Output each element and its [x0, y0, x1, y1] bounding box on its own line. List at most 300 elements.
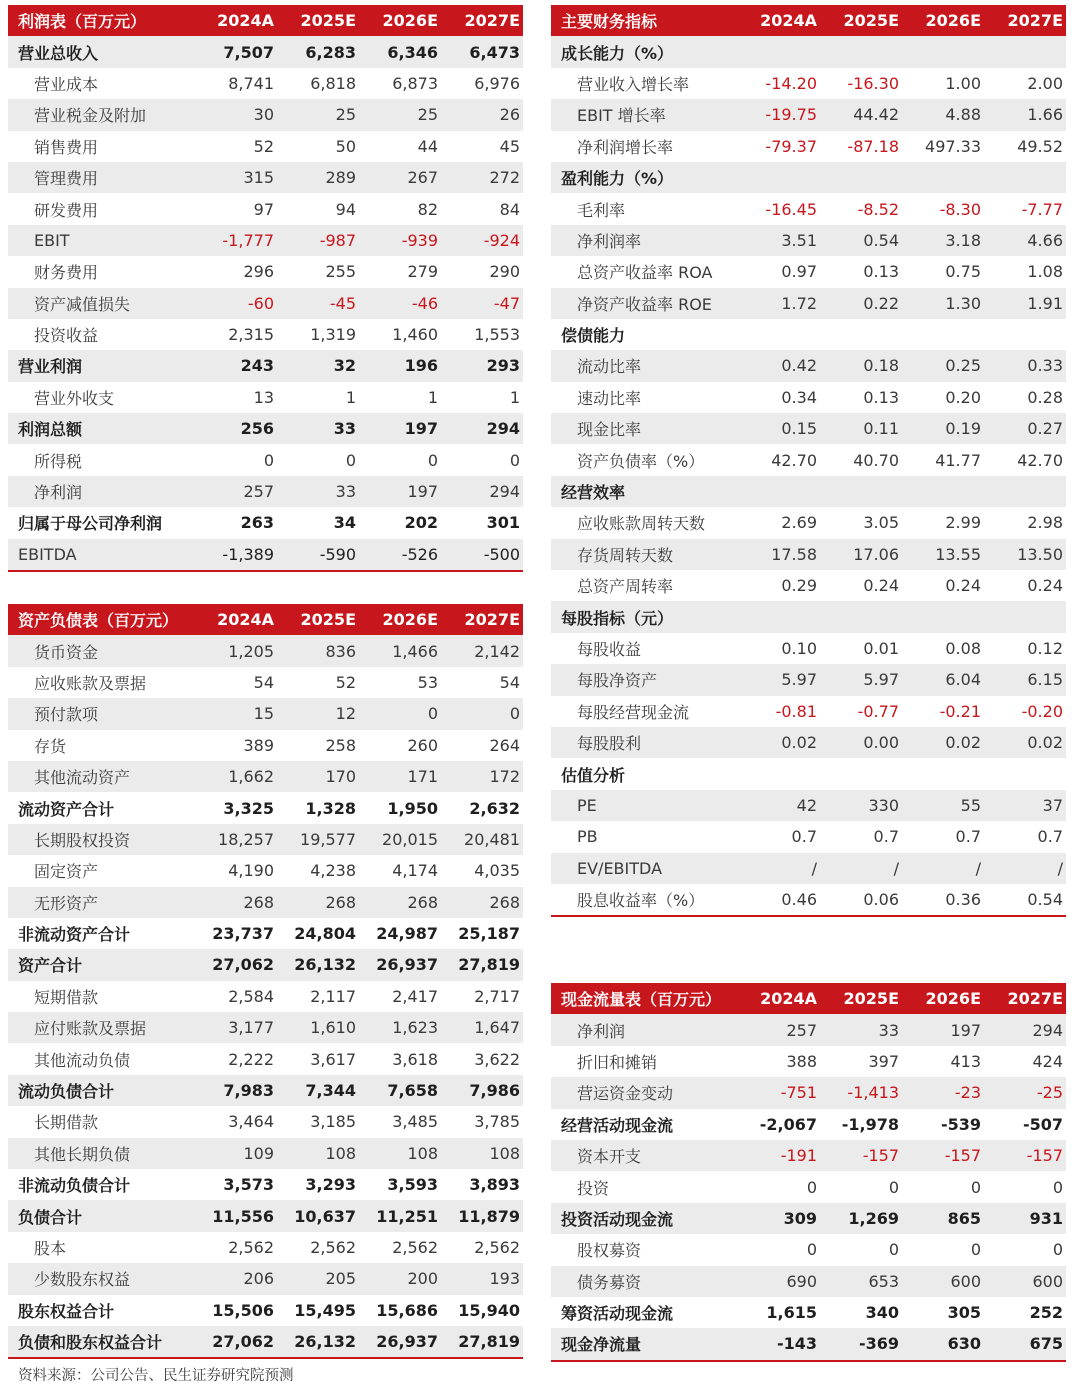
- cell-value: 1,328: [305, 798, 356, 818]
- cell-value: 268: [195, 887, 277, 918]
- cell-value: 0.18: [820, 350, 902, 381]
- key-indicators-table: [551, 5, 1066, 917]
- row-label: 股息收益率（%）: [551, 884, 737, 916]
- table-row: [551, 162, 1066, 193]
- balance-grid: [8, 604, 523, 1359]
- table-row: [8, 68, 523, 99]
- cell-value: 0: [888, 1240, 899, 1260]
- row-label: 营业税金及附加: [8, 99, 195, 130]
- cell-value: -25: [984, 1077, 1066, 1108]
- table-row: [551, 131, 1066, 162]
- table-row: [551, 288, 1066, 319]
- cell-value: 0.01: [863, 639, 899, 658]
- cell-value: 42: [737, 790, 820, 821]
- row-label: 总资产收益率 ROA: [577, 263, 713, 283]
- cell-value: 301: [486, 513, 520, 533]
- cell-value: 600: [984, 1266, 1066, 1297]
- cell-value: 108: [441, 1138, 523, 1169]
- cell-value: [737, 601, 820, 632]
- cell-value: 931: [984, 1203, 1066, 1234]
- row-label: 净利润: [8, 476, 195, 507]
- cell-value: -79.37: [765, 136, 817, 156]
- cell-value: 252: [1029, 1303, 1063, 1323]
- cell-value: 0.25: [902, 350, 984, 381]
- row-label: 短期借款: [34, 987, 99, 1007]
- table-row: [551, 633, 1066, 664]
- cell-value: 2,315: [228, 325, 274, 345]
- cell-value: 1: [427, 387, 438, 407]
- cell-value: 3,617: [310, 1049, 356, 1069]
- cell-value: 84: [499, 199, 520, 219]
- table-row: [551, 1046, 1066, 1077]
- cell-value: 7,983: [195, 1075, 277, 1106]
- cell-value: 11,556: [195, 1200, 277, 1231]
- row-label: 资本开支: [551, 1140, 737, 1171]
- cell-value: [737, 319, 820, 350]
- cell-value: 7,986: [441, 1075, 523, 1106]
- cell-value: -0.20: [1021, 701, 1063, 721]
- cell-value: 0.34: [781, 387, 817, 407]
- cell-value: [902, 162, 984, 193]
- cell-value: 1.66: [984, 99, 1066, 130]
- cell-value: 1,553: [474, 325, 520, 345]
- cell-value: 3,485: [392, 1112, 438, 1132]
- cell-value: 3.51: [737, 225, 820, 256]
- cell-value: 865: [902, 1203, 984, 1234]
- table-row: [551, 1109, 1066, 1140]
- row-label: 净利润: [551, 1014, 737, 1045]
- cell-value: 0.02: [737, 727, 820, 758]
- cell-value: 196: [359, 350, 441, 381]
- cell-value: 0.28: [1027, 387, 1063, 407]
- cell-value: 3,893: [469, 1175, 520, 1195]
- table-row: [8, 1012, 523, 1043]
- row-label: 净利润增长率: [577, 137, 674, 157]
- cell-value: -157: [984, 1140, 1066, 1171]
- cell-value: 42.70: [1017, 450, 1063, 470]
- cell-value: 0.36: [902, 884, 984, 916]
- cell-value: 3,593: [387, 1175, 438, 1195]
- row-label: 经营效率: [551, 476, 737, 507]
- row-label: 应收账款及票据: [34, 673, 147, 693]
- table-row: [551, 1171, 1066, 1202]
- row-label: 非流动负债合计: [18, 1176, 131, 1196]
- row-label: 营业收入增长率: [577, 74, 690, 94]
- table-title: 主要财务指标: [551, 5, 737, 36]
- cell-value: 197: [902, 1014, 984, 1045]
- cell-value: 26: [441, 99, 523, 130]
- cell-value: 272: [441, 162, 523, 193]
- cell-value: 255: [325, 262, 356, 282]
- cell-value: 20,015: [359, 824, 441, 855]
- cell-value: 389: [243, 735, 274, 755]
- row-label: 少数股东权益: [8, 1263, 195, 1294]
- cell-value: [820, 758, 902, 789]
- cell-value: 53: [417, 672, 438, 692]
- cell-value: 25,187: [458, 924, 520, 944]
- row-label: 股权募资: [577, 1241, 642, 1261]
- cell-value: 340: [865, 1303, 899, 1323]
- cell-value: [902, 319, 984, 350]
- table-title: 现金流量表（百万元）: [551, 983, 737, 1014]
- cell-value: -47: [441, 288, 523, 319]
- cell-value: [902, 601, 984, 632]
- cell-value: -590: [277, 539, 359, 571]
- cell-value: 33: [277, 476, 359, 507]
- row-label: 其他流动负债: [34, 1050, 131, 1070]
- table-row: [8, 855, 523, 886]
- table-row: [8, 507, 523, 538]
- cell-value: 17.58: [737, 539, 820, 570]
- table-row: [551, 99, 1066, 130]
- cell-value: [737, 476, 820, 507]
- table-row: [551, 539, 1066, 570]
- row-label: 流动负债合计: [8, 1075, 195, 1106]
- cell-value: 0: [263, 450, 274, 470]
- cell-value: 5.97: [820, 664, 902, 695]
- cell-value: 0: [441, 698, 523, 729]
- cell-value: 25: [359, 99, 441, 130]
- cell-value: 315: [195, 162, 277, 193]
- cell-value: 3.05: [863, 513, 899, 533]
- cell-value: 1,466: [359, 635, 441, 666]
- cell-value: 170: [277, 761, 359, 792]
- cell-value: 263: [240, 513, 274, 533]
- cell-value: 0: [427, 450, 438, 470]
- table-row: [551, 256, 1066, 287]
- cell-value: 3,325: [223, 798, 274, 818]
- cell-value: 0.54: [820, 225, 902, 256]
- cell-value: 94: [335, 199, 356, 219]
- column-header: 2025E: [820, 983, 902, 1014]
- cell-value: 258: [325, 735, 356, 755]
- cell-value: -157: [820, 1140, 902, 1171]
- row-label: 存货周转天数: [551, 539, 737, 570]
- table-row: [551, 853, 1066, 884]
- row-label: 总资产周转率: [577, 577, 674, 597]
- table-row: [551, 1266, 1066, 1297]
- cell-value: 3,177: [195, 1012, 277, 1043]
- cell-value: 3,622: [474, 1049, 520, 1069]
- cell-value: [984, 162, 1066, 193]
- cell-value: -0.81: [775, 701, 817, 721]
- cell-value: 3.18: [902, 225, 984, 256]
- cell-value: 2,632: [469, 798, 520, 818]
- table-row: [551, 1014, 1066, 1045]
- row-label: 资产合计: [8, 949, 195, 980]
- cell-value: -924: [441, 225, 523, 256]
- cell-value: 55: [902, 790, 984, 821]
- row-label: 流动比率: [551, 350, 737, 381]
- cell-value: 0.22: [820, 288, 902, 319]
- cell-value: 6,818: [310, 73, 356, 93]
- row-label: 管理费用: [8, 162, 195, 193]
- column-header: 2027E: [441, 604, 523, 635]
- cell-value: 0.42: [737, 350, 820, 381]
- row-label: 股东权益合计: [18, 1301, 115, 1321]
- cell-value: 0.13: [863, 387, 899, 407]
- cell-value: 2.69: [781, 513, 817, 533]
- row-label: 归属于母公司净利润: [18, 514, 163, 534]
- cell-value: 40.70: [853, 450, 899, 470]
- table-title: 利润表（百万元）: [8, 5, 195, 36]
- row-label: 每股股利: [551, 727, 737, 758]
- cell-value: -751: [737, 1077, 820, 1108]
- table-row: [551, 193, 1066, 224]
- row-label: 负债和股东权益合计: [8, 1326, 195, 1358]
- source-note: 资料来源：公司公告、民生证券研究院预测: [18, 1368, 294, 1384]
- table-row: [8, 256, 523, 287]
- cell-value: 54: [499, 672, 520, 692]
- cell-value: 2.99: [945, 513, 981, 533]
- cell-value: 26,132: [277, 1326, 359, 1358]
- cell-value: 6,346: [359, 36, 441, 67]
- cell-value: 108: [277, 1138, 359, 1169]
- cell-value: -87.18: [847, 136, 899, 156]
- table-row: [551, 1077, 1066, 1108]
- cell-value: -16.30: [847, 73, 899, 93]
- table-row: [8, 887, 523, 918]
- cell-value: 836: [277, 635, 359, 666]
- cell-value: [984, 476, 1066, 507]
- cell-value: 200: [359, 1263, 441, 1294]
- table-row: [551, 319, 1066, 350]
- cell-value: 2,222: [228, 1049, 274, 1069]
- header-row: [551, 983, 1066, 1014]
- cell-value: 34: [333, 513, 356, 533]
- cell-value: 256: [195, 413, 277, 444]
- cell-value: 2,562: [392, 1238, 438, 1257]
- table-row: [8, 1295, 523, 1326]
- cell-value: 11,251: [359, 1200, 441, 1231]
- cell-value: 15,506: [212, 1300, 274, 1320]
- row-label: 速动比率: [577, 388, 642, 408]
- cell-value: 0.00: [820, 727, 902, 758]
- row-label: 负债合计: [8, 1200, 195, 1231]
- row-label: 股本: [34, 1239, 67, 1258]
- row-label: EBIT 增长率: [551, 99, 737, 130]
- table-row: [8, 350, 523, 381]
- column-header: 2027E: [984, 5, 1066, 36]
- cell-value: 243: [195, 350, 277, 381]
- table-row: [8, 1043, 523, 1074]
- cell-value: -16.45: [765, 199, 817, 219]
- cell-value: [820, 476, 902, 507]
- cell-value: /: [984, 853, 1066, 884]
- table-row: [551, 476, 1066, 507]
- cell-value: 0.46: [737, 884, 820, 916]
- cell-value: 50: [335, 136, 356, 156]
- table-row: [8, 1232, 523, 1263]
- row-label: 资产负债率（%）: [577, 451, 705, 471]
- table-row: [8, 949, 523, 980]
- cell-value: 15,495: [294, 1300, 356, 1320]
- cell-value: 8,741: [228, 73, 274, 93]
- cell-value: 0: [806, 1240, 817, 1260]
- row-label: EBIT: [8, 225, 195, 256]
- cell-value: 1,647: [441, 1012, 523, 1043]
- income-grid: [8, 5, 523, 572]
- cell-value: 1: [509, 387, 520, 407]
- cell-value: 2,117: [310, 986, 356, 1006]
- cell-value: 17.06: [820, 539, 902, 570]
- cell-value: 0.33: [984, 350, 1066, 381]
- row-label: 财务费用: [34, 263, 99, 283]
- table-row: [8, 476, 523, 507]
- row-label: 非流动资产合计: [18, 925, 131, 945]
- cell-value: 0.15: [737, 413, 820, 444]
- cell-value: -939: [359, 225, 441, 256]
- cell-value: 1,269: [820, 1203, 902, 1234]
- cell-value: 1,205: [195, 635, 277, 666]
- cell-value: [737, 36, 820, 67]
- cell-value: [820, 601, 902, 632]
- balance-sheet-table: [8, 604, 523, 1359]
- cell-value: 3,573: [223, 1175, 274, 1195]
- cell-value: 267: [359, 162, 441, 193]
- table-row: [551, 413, 1066, 444]
- cell-value: -987: [277, 225, 359, 256]
- cell-value: 19,577: [277, 824, 359, 855]
- cell-value: 424: [1032, 1051, 1063, 1071]
- cell-value: -539: [940, 1114, 981, 1134]
- row-label: 每股经营现金流: [577, 702, 690, 722]
- row-label: 每股收益: [577, 640, 642, 659]
- table-row: [551, 68, 1066, 99]
- table-row: [8, 539, 523, 571]
- table-row: [551, 727, 1066, 758]
- cell-value: 0.11: [820, 413, 902, 444]
- cell-value: 6,473: [441, 36, 523, 67]
- column-header: 2025E: [277, 604, 359, 635]
- cell-value: -0.21: [939, 701, 981, 721]
- column-header: 2026E: [902, 983, 984, 1014]
- cell-value: 600: [902, 1266, 984, 1297]
- row-label: 研发费用: [34, 200, 99, 220]
- cell-value: 109: [195, 1138, 277, 1169]
- table-title: 资产负债表（百万元）: [8, 604, 195, 635]
- cell-value: -526: [359, 539, 441, 571]
- table-row: [8, 1169, 523, 1200]
- cell-value: 4,035: [474, 861, 520, 881]
- table-row: [551, 350, 1066, 381]
- cell-value: 0: [970, 1240, 981, 1260]
- cell-value: 4,174: [392, 861, 438, 881]
- cell-value: 1.72: [737, 288, 820, 319]
- income-statement-table: [8, 5, 523, 572]
- cell-value: 1,460: [392, 325, 438, 345]
- cell-value: 0.02: [902, 727, 984, 758]
- cell-value: 1.00: [945, 73, 981, 93]
- cell-value: 0.7: [791, 827, 817, 847]
- table-row: [8, 193, 523, 224]
- cell-value: 4.88: [902, 99, 984, 130]
- cell-value: 13: [253, 387, 274, 407]
- cell-value: 0.7: [1037, 827, 1063, 847]
- row-label: 利润总额: [8, 413, 195, 444]
- table-row: [8, 1106, 523, 1137]
- row-label: 投资活动现金流: [551, 1203, 737, 1234]
- cell-value: 0.7: [873, 827, 899, 847]
- cell-value: 4.66: [984, 225, 1066, 256]
- table-row: [8, 288, 523, 319]
- cell-value: 3,293: [305, 1175, 356, 1195]
- cell-value: 3,464: [228, 1112, 274, 1132]
- cell-value: -46: [359, 288, 441, 319]
- cell-value: 653: [820, 1266, 902, 1297]
- cell-value: -60: [195, 288, 277, 319]
- table-row: [8, 1138, 523, 1169]
- cell-value: 0: [345, 450, 356, 470]
- cell-value: 202: [404, 513, 438, 533]
- table-row: [551, 1140, 1066, 1171]
- cell-value: 12: [277, 698, 359, 729]
- row-label: 偿债能力: [561, 326, 626, 346]
- cell-value: 2,142: [441, 635, 523, 666]
- cell-value: 0.27: [984, 413, 1066, 444]
- cell-value: 2.98: [1027, 513, 1063, 533]
- cell-value: 293: [441, 350, 523, 381]
- cell-value: 0: [806, 1177, 817, 1197]
- cell-value: -0.77: [857, 701, 899, 721]
- cell-value: 33: [820, 1014, 902, 1045]
- column-header: 2026E: [902, 5, 984, 36]
- table-row: [8, 635, 523, 666]
- cell-value: 630: [902, 1328, 984, 1360]
- row-label: 每股净资产: [551, 664, 737, 695]
- table-row: [8, 1326, 523, 1358]
- table-row: [551, 444, 1066, 475]
- cell-value: 7,344: [277, 1075, 359, 1106]
- cell-value: 0.24: [863, 576, 899, 596]
- cell-value: 15,686: [376, 1300, 438, 1320]
- table-row: [8, 444, 523, 475]
- cell-value: 18,257: [195, 824, 277, 855]
- cell-value: -507: [1022, 1114, 1063, 1134]
- cell-value: -157: [902, 1140, 984, 1171]
- cell-value: 13.50: [984, 539, 1066, 570]
- row-label: 盈利能力（%）: [551, 162, 737, 193]
- row-label: 流动资产合计: [18, 799, 115, 819]
- row-label: 无形资产: [8, 887, 195, 918]
- table-row: [551, 1234, 1066, 1265]
- cell-value: 6,976: [474, 73, 520, 93]
- column-header: 2024A: [737, 983, 820, 1014]
- cell-value: 690: [737, 1266, 820, 1297]
- cell-value: 27,819: [441, 1326, 523, 1358]
- table-row: [8, 698, 523, 729]
- cashflow-grid: [551, 983, 1066, 1362]
- cell-value: /: [737, 853, 820, 884]
- row-label: 现金比率: [551, 413, 737, 444]
- row-label: 存货: [34, 736, 67, 756]
- cell-value: /: [902, 853, 984, 884]
- row-label: 营业总收入: [8, 36, 195, 67]
- row-label: 每股指标（元）: [551, 601, 737, 632]
- cell-value: 26,937: [359, 1326, 441, 1358]
- cell-value: 4,190: [228, 861, 274, 881]
- cell-value: [902, 36, 984, 67]
- cell-value: 2,562: [228, 1238, 274, 1257]
- cell-value: 675: [984, 1328, 1066, 1360]
- cell-value: [902, 476, 984, 507]
- row-label: 应收账款周转天数: [577, 514, 706, 534]
- cell-value: 27,062: [195, 1326, 277, 1358]
- cell-value: 289: [277, 162, 359, 193]
- cell-value: -14.20: [765, 73, 817, 93]
- cell-value: 197: [359, 476, 441, 507]
- cell-value: 97: [253, 199, 274, 219]
